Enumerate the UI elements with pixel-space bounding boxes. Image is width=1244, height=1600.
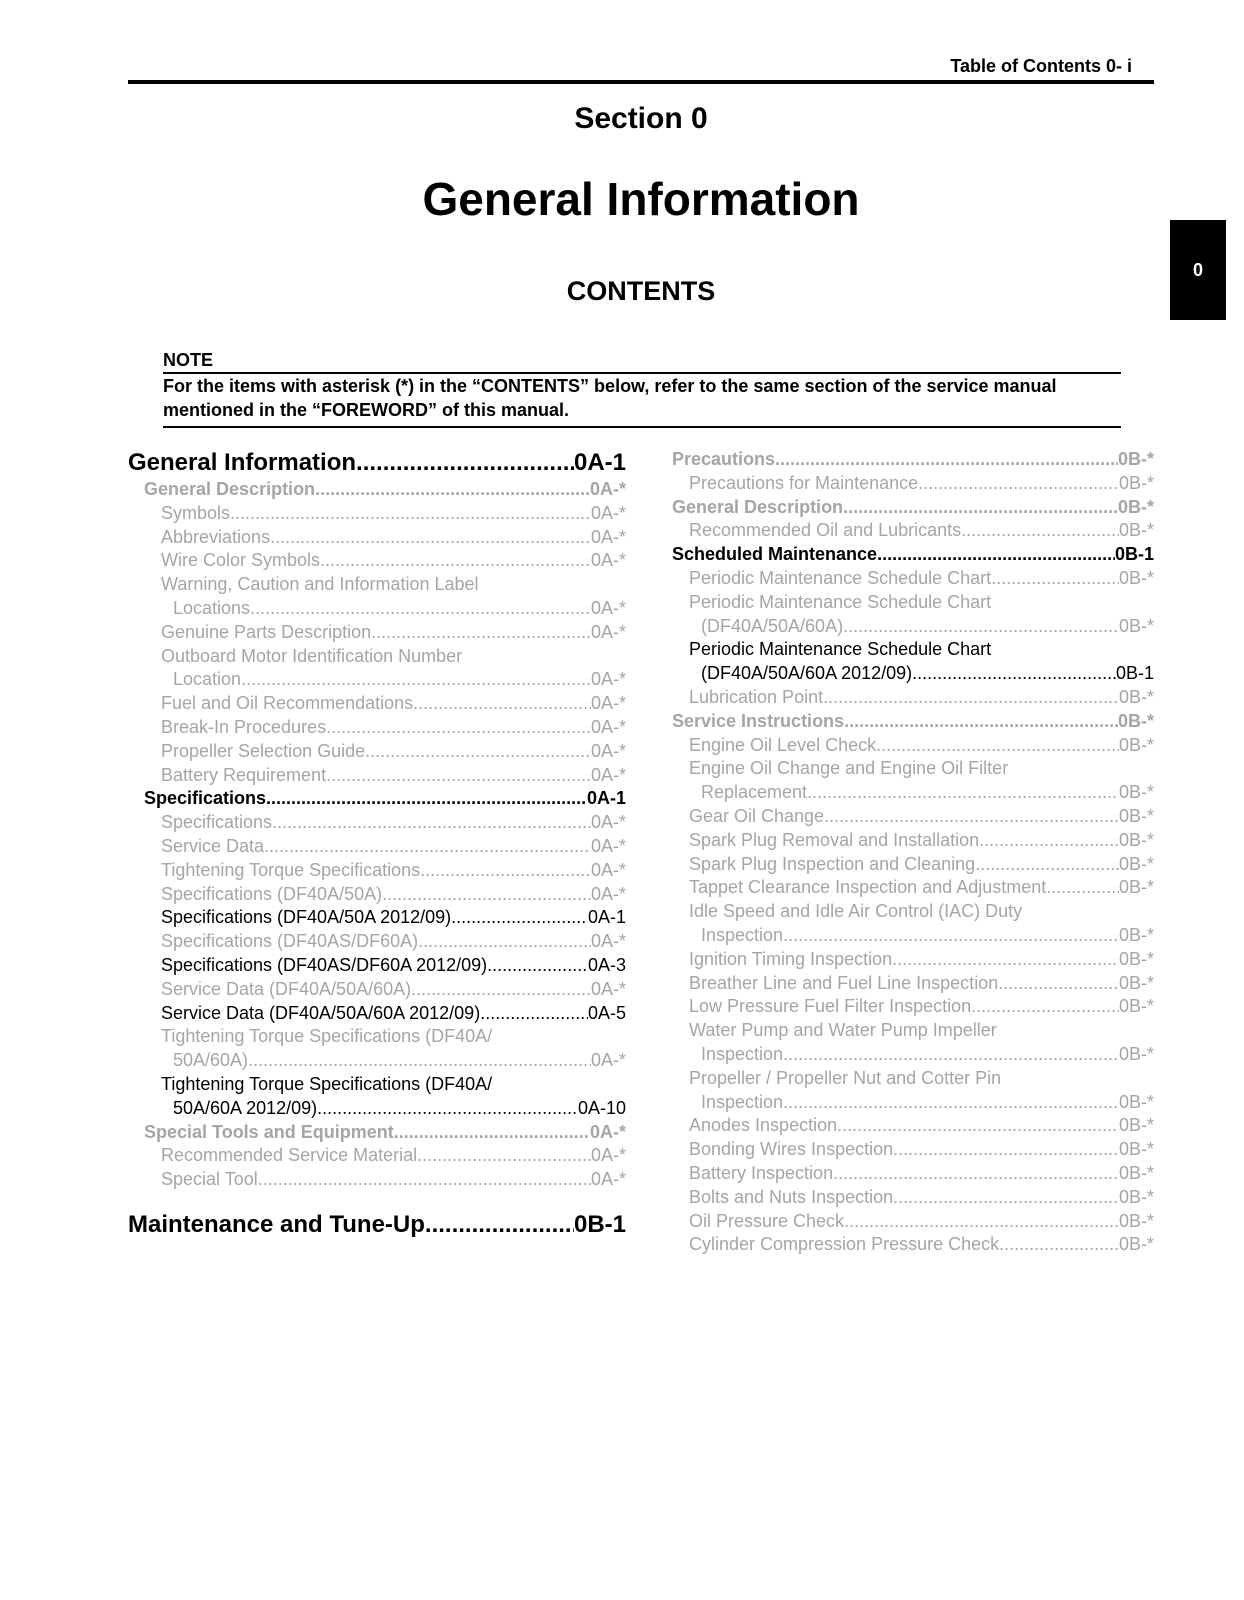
toc-entry[interactable]: Spark Plug Inspection and Cleaning ..... 0B-*: [672, 853, 1154, 877]
contents-heading: CONTENTS: [566, 276, 716, 306]
toc-entry[interactable]: Recommended Oil and Lubricants ..... 0B-*: [672, 519, 1154, 543]
toc-left-column: [128, 448, 626, 1240]
running-header: Table of Contents 0- i: [950, 56, 1132, 76]
toc-entry[interactable]: Special Tool ..... 0A-*: [128, 1168, 626, 1192]
toc-entry[interactable]: Genuine Parts Description ..... 0A-*: [128, 621, 626, 645]
toc-entry[interactable]: Maintenance and Tune-Up ..... 0B-1: [128, 1210, 626, 1240]
toc-entry[interactable]: Service Data (DF40A/50A/60A) ..... 0A-*: [128, 978, 626, 1002]
toc-entry[interactable]: Warning, Caution and Information Label Locations ..... 0A-*: [128, 573, 626, 621]
toc-entry[interactable]: Tightening Torque Specifications ..... 0A-*: [128, 859, 626, 883]
toc-entry[interactable]: Tightening Torque Specifications (DF40A/ 50A/60A 2012/09) ..... 0A-10: [128, 1073, 626, 1121]
toc-entry[interactable]: Lubrication Point ..... 0B-*: [672, 686, 1154, 710]
toc-entry[interactable]: General Description ..... 0A-*: [128, 478, 626, 502]
toc-entry[interactable]: Break-In Procedures ..... 0A-*: [128, 716, 626, 740]
toc-entry[interactable]: Recommended Service Material ..... 0A-*: [128, 1144, 626, 1168]
toc-entry[interactable]: Specifications (DF40AS/DF60A 2012/09) ..... 0A-3: [128, 954, 626, 978]
toc-entry[interactable]: Bonding Wires Inspection ..... 0B-*: [672, 1138, 1154, 1162]
toc-entry[interactable]: Special Tools and Equipment ..... 0A-*: [128, 1121, 626, 1145]
toc-entry[interactable]: Engine Oil Change and Engine Oil Filter Replacement ..... 0B-*: [672, 757, 1154, 805]
toc-entry[interactable]: Tightening Torque Specifications (DF40A/ 50A/60A) ..... 0A-*: [128, 1025, 626, 1073]
toc-entry[interactable]: Propeller / Propeller Nut and Cotter Pin Inspection ..... 0B-*: [672, 1067, 1154, 1115]
toc-entry[interactable]: Outboard Motor Identification Number Location ..... 0A-*: [128, 645, 626, 693]
toc-entry[interactable]: Tappet Clearance Inspection and Adjustment ..... 0B-*: [672, 876, 1154, 900]
toc-entry[interactable]: Battery Requirement ..... 0A-*: [128, 764, 626, 788]
toc-entry[interactable]: Symbols ..... 0A-*: [128, 502, 626, 526]
toc-entry[interactable]: Periodic Maintenance Schedule Chart ..... 0B-*: [672, 567, 1154, 591]
section-number: Section 0: [574, 102, 708, 135]
toc-entry[interactable]: Cylinder Compression Pressure Check ..... 0B-*: [672, 1233, 1154, 1257]
toc-right-column: [672, 448, 1154, 1257]
toc-entry[interactable]: Specifications (DF40A/50A) ..... 0A-*: [128, 883, 626, 907]
toc-entry[interactable]: General Information ..... 0A-1: [128, 448, 626, 478]
toc-entry[interactable]: Ignition Timing Inspection ..... 0B-*: [672, 948, 1154, 972]
toc-entry[interactable]: Breather Line and Fuel Line Inspection ..... 0B-*: [672, 972, 1154, 996]
toc-entry[interactable]: Low Pressure Fuel Filter Inspection ..... 0B-*: [672, 995, 1154, 1019]
toc-entry[interactable]: Specifications (DF40A/50A 2012/09) ..... 0A-1: [128, 906, 626, 930]
note-text: For the items with asterisk (*) in the “CONTENTS” below, refer to the same section of the service manual mentioned in the “FOREWORD” of this manual.: [163, 374, 1121, 428]
toc-entry[interactable]: Specifications ..... 0A-1: [128, 787, 626, 811]
toc-entry[interactable]: Gear Oil Change ..... 0B-*: [672, 805, 1154, 829]
toc-entry[interactable]: Oil Pressure Check ..... 0B-*: [672, 1210, 1154, 1234]
page-title: General Information: [422, 173, 860, 225]
section-tab: 0: [1170, 220, 1226, 320]
toc-entry[interactable]: Abbreviations ..... 0A-*: [128, 526, 626, 550]
toc-entry[interactable]: Precautions ..... 0B-*: [672, 448, 1154, 472]
toc-entry[interactable]: Battery Inspection ..... 0B-*: [672, 1162, 1154, 1186]
toc-entry[interactable]: Fuel and Oil Recommendations ..... 0A-*: [128, 692, 626, 716]
toc-entry[interactable]: Service Instructions ..... 0B-*: [672, 710, 1154, 734]
toc-entry[interactable]: Specifications ..... 0A-*: [128, 811, 626, 835]
toc-entry[interactable]: Propeller Selection Guide ..... 0A-*: [128, 740, 626, 764]
toc-entry[interactable]: Scheduled Maintenance ..... 0B-1: [672, 543, 1154, 567]
toc-entry[interactable]: General Description ..... 0B-*: [672, 496, 1154, 520]
toc-entry[interactable]: Service Data (DF40A/50A/60A 2012/09) ..... 0A-5: [128, 1002, 626, 1026]
note-box: [163, 348, 1121, 428]
toc-entry[interactable]: Periodic Maintenance Schedule Chart (DF40A/50A/60A) ..... 0B-*: [672, 591, 1154, 639]
toc-entry[interactable]: Engine Oil Level Check ..... 0B-*: [672, 734, 1154, 758]
toc-entry[interactable]: Spark Plug Removal and Installation ..... 0B-*: [672, 829, 1154, 853]
note-title: NOTE: [163, 348, 1121, 374]
toc-entry[interactable]: Anodes Inspection ..... 0B-*: [672, 1114, 1154, 1138]
toc-entry[interactable]: Precautions for Maintenance ..... 0B-*: [672, 472, 1154, 496]
toc-entry[interactable]: Specifications (DF40AS/DF60A) ..... 0A-*: [128, 930, 626, 954]
toc-entry[interactable]: Service Data ..... 0A-*: [128, 835, 626, 859]
toc-entry[interactable]: Water Pump and Water Pump Impeller Inspection ..... 0B-*: [672, 1019, 1154, 1067]
toc-entry[interactable]: Wire Color Symbols ..... 0A-*: [128, 549, 626, 573]
header-rule: [128, 80, 1154, 84]
toc-entry[interactable]: Bolts and Nuts Inspection ..... 0B-*: [672, 1186, 1154, 1210]
toc-entry[interactable]: Periodic Maintenance Schedule Chart (DF40A/50A/60A 2012/09) ..... 0B-1: [672, 638, 1154, 686]
toc-entry[interactable]: Idle Speed and Idle Air Control (IAC) Duty Inspection ..... 0B-*: [672, 900, 1154, 948]
